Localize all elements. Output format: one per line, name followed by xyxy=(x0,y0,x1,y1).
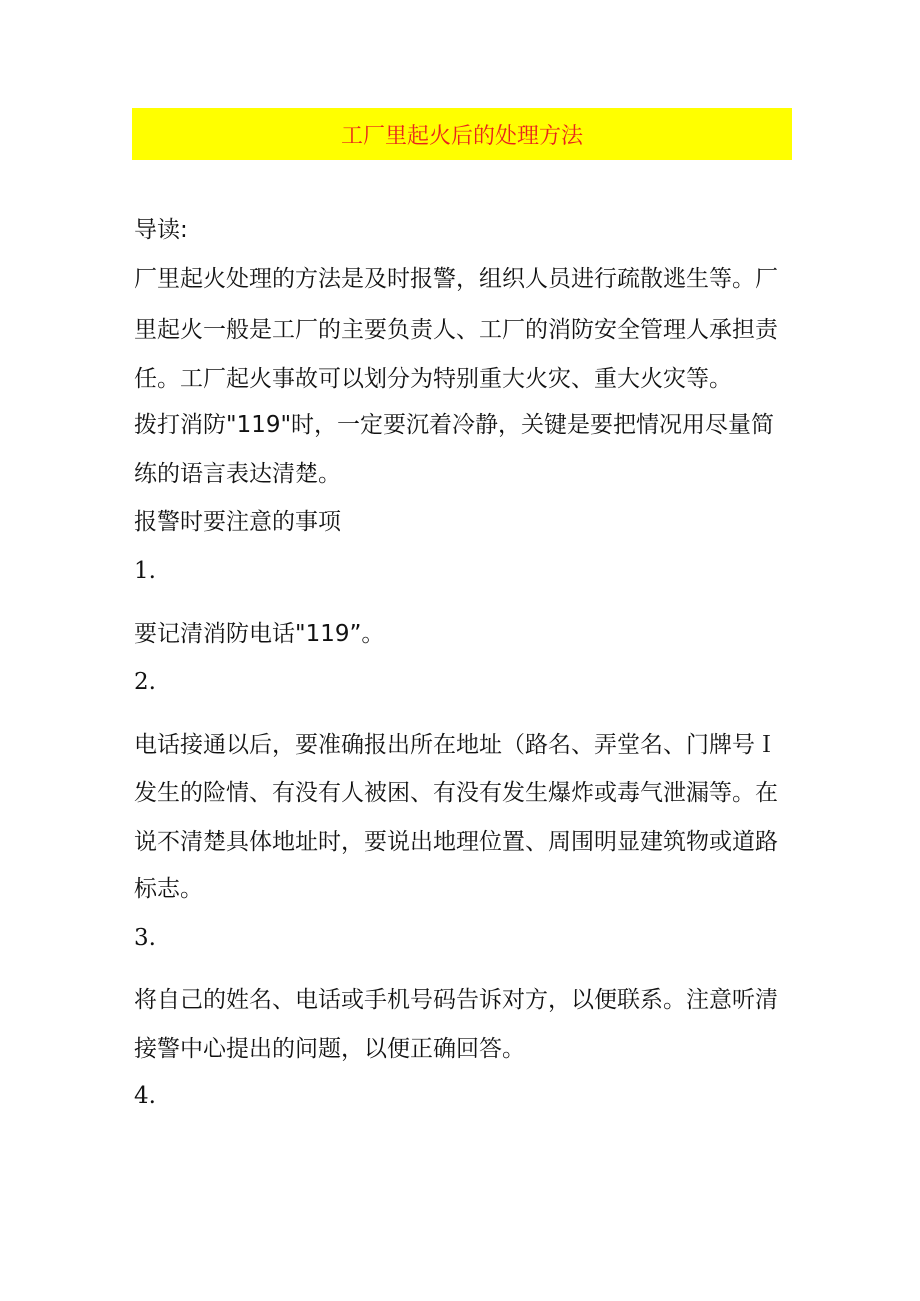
list-item-text: 接警中心提出的问题，以便正确回答。 xyxy=(134,1036,525,1062)
title-banner xyxy=(132,108,792,160)
paragraph-line: 里起火一般是工厂的主要负责人、工厂的消防安全管理人承担责 xyxy=(134,317,778,343)
list-item-text: 发生的险情、有没有人被困、有没有发生爆炸或毒气泄漏等。在 xyxy=(134,780,778,806)
list-item-text: 说不清楚具体地址时，要说出地理位置、周围明显建筑物或道路 xyxy=(134,829,778,855)
list-number: 4. xyxy=(134,1083,156,1109)
intro-label: 导读: xyxy=(134,217,188,243)
list-number: 1. xyxy=(134,558,156,584)
list-number: 2. xyxy=(134,669,156,695)
paragraph-line: 任。工厂起火事故可以划分为特别重大火灾、重大火灾等。 xyxy=(134,366,732,392)
paragraph-line: 练的语言表达清楚。 xyxy=(134,461,341,487)
section-heading: 报警时要注意的事项 xyxy=(134,509,341,535)
list-item-text: 电话接通以后，要准确报出所在地址（路名、弄堂名、门牌号Ｉ xyxy=(134,732,778,758)
list-item-text: 标志。 xyxy=(134,876,203,902)
list-item-text: 要记清消防电话"119”。 xyxy=(134,621,385,647)
list-item-text: 将自己的姓名、电话或手机号码告诉对方，以便联系。注意听清 xyxy=(134,987,778,1013)
paragraph-line: 厂里起火处理的方法是及时报警，组织人员进行疏散逃生等。厂 xyxy=(134,266,778,292)
page-title: 工厂里起火后的处理方法 xyxy=(340,123,583,149)
paragraph-line: 拨打消防"119"时，一定要沉着冷静，关键是要把情况用尽量简 xyxy=(134,412,775,438)
list-number: 3. xyxy=(134,925,156,951)
